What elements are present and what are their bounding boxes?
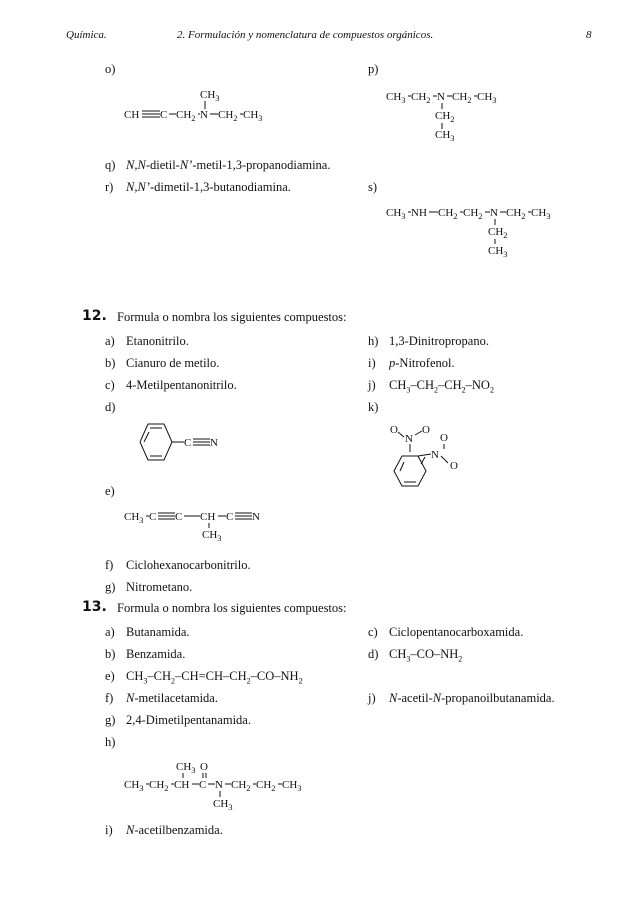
svg-text:CH3: $CH_3$ — [488, 245, 508, 259]
item-13a-label: a) — [105, 625, 115, 639]
svg-text:CH2: $CH_2$ — [218, 109, 238, 123]
section-13-title: Formula o nombra los siguientes compuestos: — [117, 601, 347, 615]
svg-text:O: O — [390, 424, 398, 436]
svg-text:O: O — [200, 761, 208, 773]
structure-o — [118, 84, 288, 134]
item-12j-formula: $CH_3-CH_2-CH_2-NO_2$ — [389, 378, 494, 395]
item-13a-text: Butanamida. — [126, 625, 190, 639]
item-12g-text: Nitrometano. — [126, 580, 193, 594]
item-12j-label: j) — [368, 378, 376, 392]
svg-text:CH: CH — [200, 511, 216, 523]
item-s-label: s) — [368, 180, 378, 194]
item-12c-text: 4-Metilpentanonitrilo. — [126, 378, 237, 392]
atom: $CH_3$ — [200, 89, 220, 103]
section-12-title: Formula o nombra los siguientes compuestos: — [117, 310, 347, 324]
item-12i-label: i) — [368, 356, 376, 370]
item-13f-label: f) — [105, 691, 114, 705]
svg-text:C: C — [226, 511, 234, 523]
item-13j-text: N-acetil-N-propanoilbutanamida. — [389, 691, 555, 705]
svg-text:CH2: $CH_2$ — [488, 226, 508, 240]
section-13-number: 13. — [82, 599, 107, 615]
svg-text:N: N — [200, 109, 208, 121]
section-12-number: 12. — [82, 308, 107, 324]
svg-text:CH2: $CH_2$ — [149, 779, 169, 793]
svg-text:CH3: $CH_3$ — [531, 207, 551, 221]
item-12g-label: g) — [105, 580, 116, 594]
item-12a-text: Etanonitrilo. — [126, 334, 189, 348]
svg-text:CH2: $CH_2$ — [231, 779, 251, 793]
svg-text:C: C — [184, 437, 192, 449]
structure-p — [384, 86, 534, 146]
svg-text:CH2: $CH_2$ — [438, 207, 458, 221]
svg-text:CH2: $CH_2$ — [256, 779, 276, 793]
item-13e-label: e) — [105, 669, 115, 683]
item-13g-text: 2,4-Dimetilpentanamida. — [126, 713, 251, 727]
item-12d-label: d) — [105, 400, 116, 414]
item-12a-label: a) — [105, 334, 115, 348]
svg-text:CH3: $CH_3$ — [176, 761, 196, 775]
svg-text:C: C — [175, 511, 183, 523]
svg-text:N: N — [490, 207, 498, 219]
svg-text:CH3: $CH_3$ — [213, 798, 233, 812]
svg-text:C: C — [199, 779, 207, 791]
svg-text:CH: CH — [124, 109, 140, 121]
svg-text:O: O — [422, 424, 430, 436]
item-p-label: p) — [368, 62, 379, 76]
svg-text:C: C — [149, 511, 157, 523]
svg-text:CH3: $CH_3$ — [435, 129, 455, 143]
svg-text:N: N — [405, 433, 413, 445]
svg-text:CH: CH — [174, 779, 190, 791]
item-o-label: o) — [105, 62, 116, 76]
item-13d-label: d) — [368, 647, 379, 661]
item-13i-label: i) — [105, 823, 113, 837]
item-r-label: r) — [105, 180, 114, 194]
item-12b-text: Cianuro de metilo. — [126, 356, 220, 370]
svg-text:O: O — [440, 432, 448, 444]
item-r-text: N,N’-dimetil-1,3-butanodiamina. — [126, 180, 291, 194]
svg-text:N: N — [437, 91, 445, 103]
svg-text:O: O — [450, 460, 458, 472]
svg-text:N: N — [215, 779, 223, 791]
svg-text:C: C — [160, 109, 168, 121]
structure-12d-benzonitrile — [126, 420, 236, 470]
svg-text:CH3: $CH_3$ — [124, 779, 144, 793]
structure-12e — [122, 504, 272, 546]
svg-text:CH2: $CH_2$ — [176, 109, 196, 123]
item-13b-text: Benzamida. — [126, 647, 186, 661]
item-12f-text: Ciclohexanocarbonitrilo. — [126, 558, 251, 572]
structure-12k-dinitrobenzene — [388, 420, 478, 498]
item-12b-label: b) — [105, 356, 116, 370]
item-q-text: N,N-dietil-N’-metil-1,3-propanodiamina. — [126, 158, 331, 172]
item-12e-label: e) — [105, 484, 115, 498]
item-13b-label: b) — [105, 647, 116, 661]
item-13g-label: g) — [105, 713, 116, 727]
item-13c-text: Ciclopentanocarboxamida. — [389, 625, 524, 639]
item-12i-text: p-Nitrofenol. — [389, 356, 455, 370]
structure-s — [384, 202, 564, 262]
item-13h-label: h) — [105, 735, 116, 749]
svg-text:NH: NH — [411, 207, 427, 219]
svg-text:N: N — [252, 511, 260, 523]
item-13j-label: j) — [368, 691, 376, 705]
item-13i-text: N-acetilbenzamida. — [126, 823, 223, 837]
item-13d-formula: $CH_3-CO-NH_2$ — [389, 647, 463, 664]
svg-text:N: N — [431, 449, 439, 461]
structure-13h — [122, 756, 322, 816]
item-13f-text: N-metilacetamida. — [126, 691, 218, 705]
svg-text:CH2: $CH_2$ — [506, 207, 526, 221]
svg-text:CH2: $CH_2$ — [452, 91, 472, 105]
svg-text:CH2: $CH_2$ — [411, 91, 431, 105]
svg-text:CH3: $CH_3$ — [386, 91, 406, 105]
svg-text:CH3: $CH_3$ — [202, 529, 222, 543]
svg-text:CH3: $CH_3$ — [282, 779, 302, 793]
svg-text:CH3: $CH_3$ — [124, 511, 144, 525]
header-chapter: 2. Formulación y nomenclatura de compuestos orgánicos. — [177, 29, 434, 41]
svg-text:CH2: $CH_2$ — [435, 110, 455, 124]
item-q-label: q) — [105, 158, 116, 172]
item-13e-formula: $CH_3-CH_2-CH=CH-CH_2-CO-NH_2$ — [126, 669, 303, 686]
item-13c-label: c) — [368, 625, 378, 639]
svg-text:CH3: $CH_3$ — [477, 91, 497, 105]
item-12c-label: c) — [105, 378, 115, 392]
item-12k-label: k) — [368, 400, 379, 414]
item-12h-text: 1,3-Dinitropropano. — [389, 334, 489, 348]
svg-text:CH3: $CH_3$ — [243, 109, 263, 123]
item-12h-label: h) — [368, 334, 379, 348]
svg-text:N: N — [210, 437, 218, 449]
header-page-number: 8 — [586, 29, 592, 41]
item-12f-label: f) — [105, 558, 114, 572]
svg-text:CH3: $CH_3$ — [386, 207, 406, 221]
header-subject: Química. — [66, 29, 107, 41]
svg-text:CH2: $CH_2$ — [463, 207, 483, 221]
